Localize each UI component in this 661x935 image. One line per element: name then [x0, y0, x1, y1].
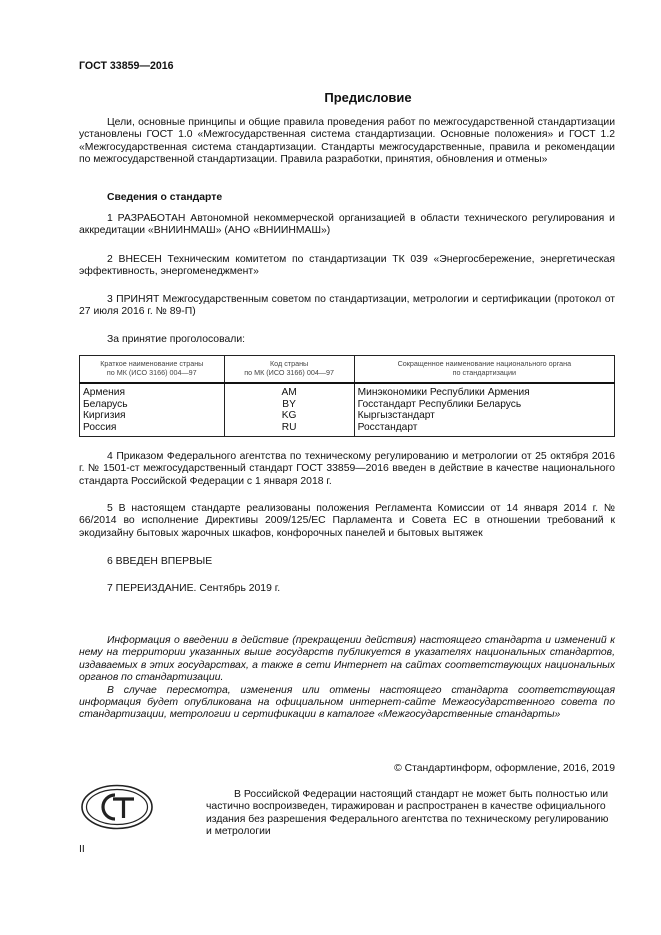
- item-2-text: 2 ВНЕСЕН Техническим комитетом по стандартизации ТК 039 «Энергосбережение, энергетическая эффективность, энергоменеджмент»: [79, 254, 615, 278]
- cell-code: BY: [224, 399, 354, 411]
- notice-text: В Российской Федерации настоящий стандарт не может быть полностью или частично воспроизведен, тиражирован и распространен в качестве официального издания без разрешения Федерального агентства по техническому регулированию и метрологии: [206, 789, 609, 838]
- info-paragraph-1: Информация о введении в действие (прекращении действия) настоящего стандарта и изменений к нему на территории указанных выше государств публикуется в указателях национальных стандартов, издаваемых в этих государствах, а также в сети Интернет на сайтах соответствующих национальных органов по стандартизации.: [79, 635, 615, 684]
- item-4-text: 4 Приказом Федерального агентства по техническому регулированию и метрологии от 25 октября 2016 г. № 1501-ст межгосударственный стандарт ГОСТ 33859—2016 введен в действие в качестве национального стандарта Российской Федерации с 1 января 2018 г.: [79, 451, 615, 487]
- gost-logo-icon: [80, 784, 154, 830]
- item-7-text: 7 ПЕРЕИЗДАНИЕ. Сентябрь 2019 г.: [107, 583, 281, 594]
- item-6-text: 6 ВВЕДЕН ВПЕРВЫЕ: [107, 556, 213, 567]
- copyright-line: © Стандартинформ, оформление, 2016, 2019: [394, 763, 615, 774]
- cell-code: RU: [224, 422, 354, 437]
- header-country: Краткое наименование страны по МК (ИСО 3166) 004—97: [80, 356, 225, 384]
- item-5-text: 5 В настоящем стандарте реализованы положения Регламента Комиссии от 14 января 2014 г. № 66/2014 во исполнение Директивы 2009/125/ЕС Парламента и Совета ЕС в отношении требований к экодизайну бытовых жарочных шкафов, конфорочных панелей и бытовых вытяжек: [79, 503, 615, 539]
- page-title: Предисловие: [324, 90, 412, 105]
- cell-body: Росстандарт: [354, 422, 614, 437]
- item-1-text: 1 РАЗРАБОТАН Автономной некоммерческой организацией в области технического регулирования и аккредитации «ВНИИНМАШ» (АНО «ВНИИНМАШ»): [79, 213, 615, 237]
- item-3-text: 3 ПРИНЯТ Межгосударственным советом по стандартизации, метрологии и сертификации (протокол от 27 июля 2016 г. № 89-П): [79, 294, 615, 318]
- table-row: [80, 399, 615, 411]
- cell-body: Госстандарт Республики Беларусь: [354, 399, 614, 411]
- item-4: [79, 451, 615, 488]
- intro-paragraph: [79, 117, 615, 167]
- cell-body: Кыргызстандарт: [354, 410, 614, 422]
- info-block: [79, 635, 615, 722]
- cell-code: KG: [224, 410, 354, 422]
- item-3: [79, 294, 615, 319]
- header-body: Сокращенное наименование национального органа по стандартизации: [354, 356, 614, 384]
- cell-country: Россия: [80, 422, 225, 437]
- info-paragraph-2: В случае пересмотра, изменения или отмены настоящего стандарта соответствующая информация будет опубликована на официальном интернет-сайте Межгосударственного совета по стандартизации, метрологии и сертификации в каталоге «Межгосударственные стандарты»: [79, 684, 615, 721]
- cell-body: Минэкономики Республики Армения: [354, 383, 614, 399]
- section-heading: Сведения о стандарте: [107, 192, 223, 203]
- vote-label: За принятие проголосовали:: [107, 334, 246, 345]
- cell-country: Киргизия: [80, 410, 225, 422]
- table-row: [80, 410, 615, 422]
- item-1: [79, 213, 615, 238]
- cell-country: Беларусь: [80, 399, 225, 411]
- table-row: [80, 422, 615, 437]
- table-header-row: [80, 356, 615, 384]
- cell-country: Армения: [80, 383, 225, 399]
- intro-text: Цели, основные принципы и общие правила проведения работ по межгосударственной стандартизации установлены ГОСТ 1.0 «Межгосударственная система стандартизации. Основные положения» и ГОСТ 1.2 «Межгосударственная система стандартизации. Стандарты межгосударственные, правила и рекомендации по межгосударственной стандартизации. Правила разработки, принятия, обновления и отмены»: [79, 117, 615, 166]
- table-row: [80, 383, 615, 399]
- item-2: [79, 254, 615, 279]
- reproduction-notice: [206, 789, 615, 839]
- item-5: [79, 503, 615, 540]
- voting-table: [79, 355, 615, 437]
- header-code: Код страны по МК (ИСО 3166) 004—97: [224, 356, 354, 384]
- page-number: II: [79, 844, 85, 855]
- cell-code: AM: [224, 383, 354, 399]
- document-code: ГОСТ 33859—2016: [79, 60, 174, 72]
